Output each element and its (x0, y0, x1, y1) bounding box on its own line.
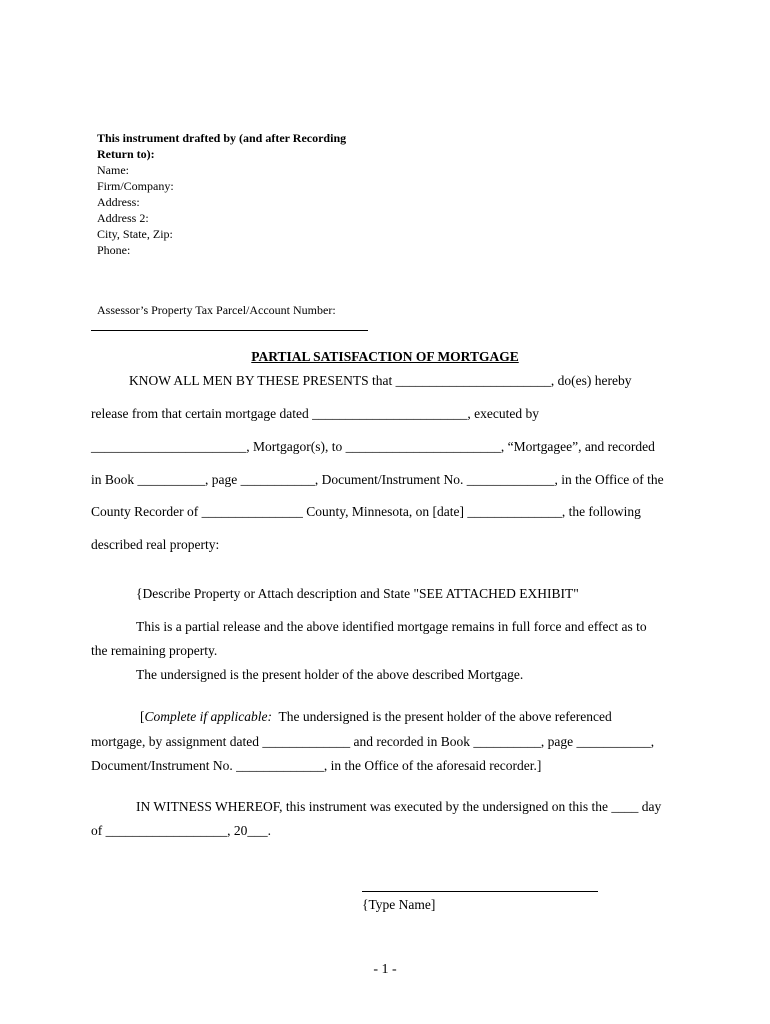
body-line-3: _______________________, Mortgagor(s), to _______________________, “Mortgagee”, and recorded (91, 439, 655, 454)
body-line-5: County Recorder of _______________ County, Minnesota, on [date] ______________, the following (91, 504, 641, 519)
drafted-by-heading-2: Return to): (97, 147, 155, 161)
body-line-4: in Book __________, page ___________, Document/Instrument No. _____________, in the Office of the (91, 472, 664, 487)
drafted-by-heading-1: This instrument drafted by (and after Recording (97, 131, 347, 145)
drafted-by-block (97, 130, 346, 258)
body-line-1: KNOW ALL MEN BY THESE PRESENTS that _______________________, do(es) hereby (129, 373, 632, 388)
page-number: - 1 - (373, 962, 397, 977)
assignment-line-1 (140, 709, 612, 725)
partial-release-line-2: the remaining property. (91, 643, 218, 658)
witness-line-1: IN WITNESS WHEREOF, this instrument was executed by the undersigned on this the ____ day (136, 799, 662, 814)
property-description-placeholder: {Describe Property or Attach description and State "SEE ATTACHED EXHIBIT" (136, 586, 579, 601)
field-phone: Phone: (97, 243, 131, 257)
field-address2: Address 2: (97, 211, 149, 225)
body-line-2: release from that certain mortgage dated _______________________, executed by (91, 406, 539, 421)
body-line-6: described real property: (91, 537, 220, 552)
witness-line-2: of __________________, 20___. (91, 823, 271, 838)
assignment-line-2: mortgage, by assignment dated _____________ and recorded in Book __________, page ___________, (91, 734, 655, 749)
field-name: Name: (97, 163, 129, 177)
assignment-line-1-rest: The undersigned is the present holder of the above referenced (271, 709, 612, 724)
document-title: PARTIAL SATISFACTION OF MORTGAGE (251, 349, 519, 364)
complete-if-applicable: Complete if applicable: (144, 709, 272, 724)
type-name-placeholder: {Type Name] (362, 897, 436, 912)
field-firm: Firm/Company: (97, 179, 174, 193)
field-address: Address: (97, 195, 140, 209)
parcel-underline (91, 330, 368, 331)
field-city-state-zip: City, State, Zip: (97, 227, 173, 241)
parcel-label: Assessor’s Property Tax Parcel/Account Number: (97, 303, 336, 317)
assignment-bracket: [ (140, 709, 145, 724)
signature-line (362, 891, 598, 892)
assignment-line-3: Document/Instrument No. _____________, in the Office of the aforesaid recorder.] (91, 758, 542, 773)
holder-statement: The undersigned is the present holder of the above described Mortgage. (136, 667, 524, 682)
partial-release-line-1: This is a partial release and the above identified mortgage remains in full force and effect as to (136, 619, 647, 634)
